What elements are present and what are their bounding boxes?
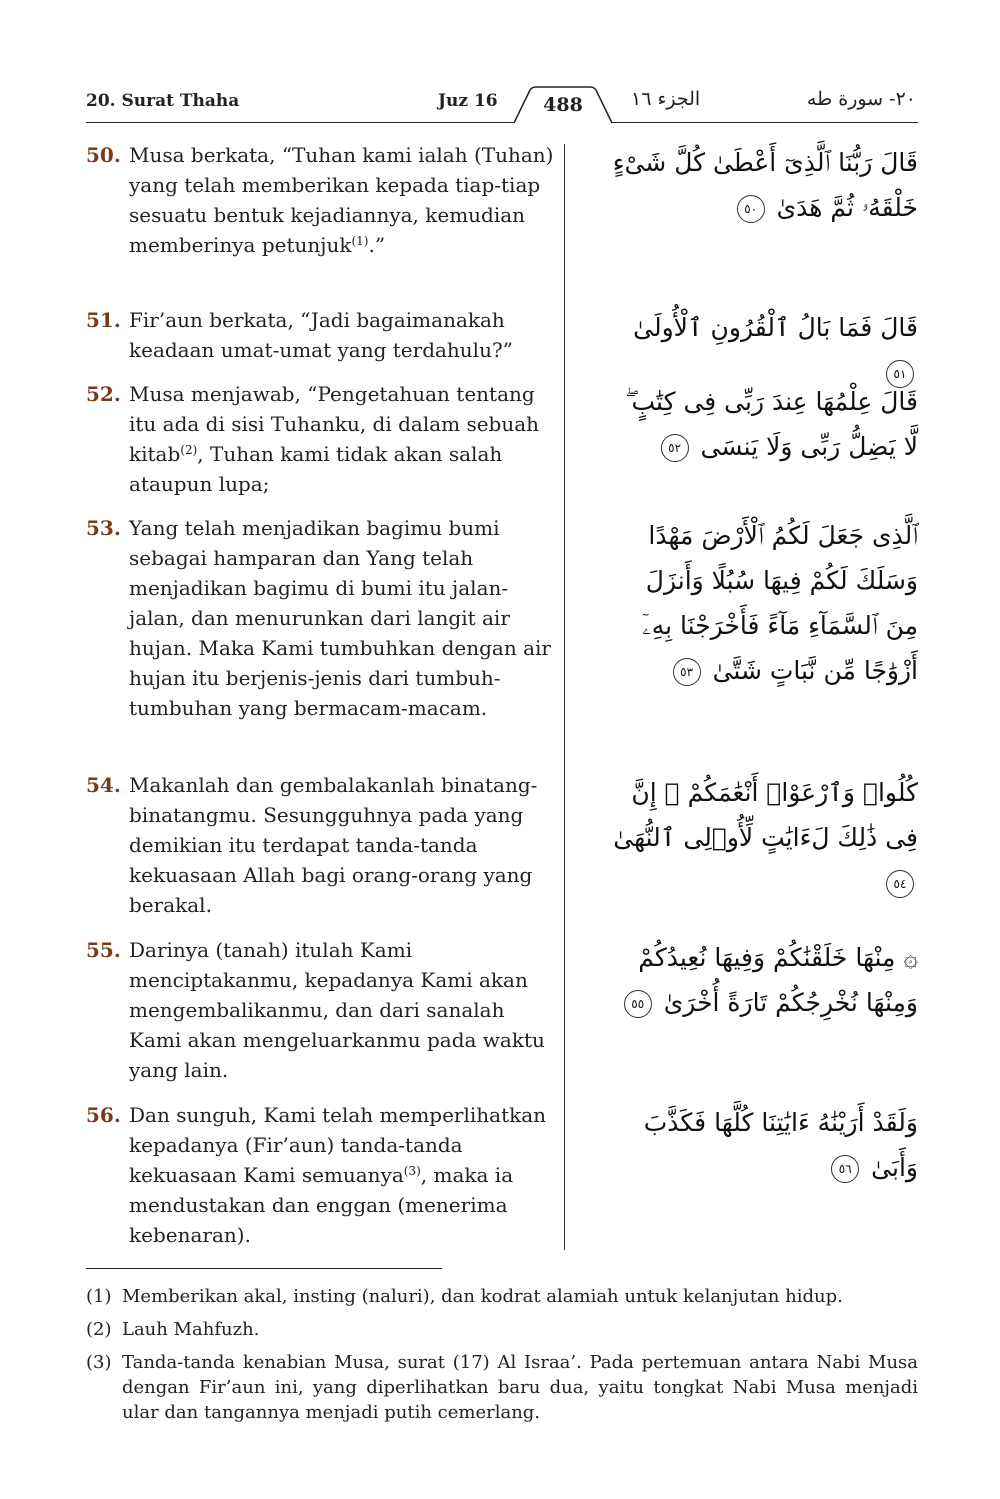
verse-text-body: Fir’aun berkata, “Jadi bagaimanakah keadaan umat-umat yang terdahulu?” — [129, 308, 513, 362]
verse-translation — [129, 140, 561, 260]
footnote-text: Lauh Mahfuzh. — [122, 1319, 260, 1340]
verse-arabic — [608, 1100, 918, 1190]
footnote-text: Tanda-tanda kenabian Musa, surat (17) Al Israa’. Pada pertemuan antara Nabi Musa dengan Fir’aun ini, yang diperlihatkan baru dua, yaitu tongkat Nabi Musa menjadi ular dan tangannya menjadi putih cemerlang. — [122, 1352, 918, 1423]
verse-text-body: Dan sunguh, Kami telah memperlihatkan kepadanya (Fir’aun) tanda-tanda kekuasaan Kami semuanya — [129, 1103, 547, 1187]
verse-text-tail: .” — [368, 233, 386, 257]
verse-text-body: Yang telah menjadikan bagimu bumi sebagai hamparan dan Yang telah menjadikan bagimu di bumi itu jalan-jalan, dan menurunkan dari langit air hujan. Maka Kami tumbuhkan dengan air hujan itu berjenis-jenis dari tumbuh-tumbuhan yang bermacam-macam. — [129, 516, 551, 720]
ayah-end-marker: ٥١ — [886, 360, 914, 388]
verse-translation — [129, 379, 561, 499]
verse-number: 54. — [86, 773, 121, 797]
verse-arabic — [608, 379, 918, 469]
verse-text-body: Darinya (tanah) itulah Kami menciptakanmu, kepadanya Kami akan mengembalikanmu, dan dari sanalah Kami akan mengeluarkanmu pada waktu yang lain. — [129, 938, 545, 1082]
verse-arabic — [608, 935, 918, 1025]
arabic-text: قَالَ فَمَا بَالُ ٱلْقُرُونِ ٱلْأُولَىٰ — [633, 313, 918, 342]
footnote-text: Memberikan akal, insting (naluri), dan kodrat alamiah untuk kelanjutan hidup. — [122, 1286, 843, 1307]
footnote-rule — [86, 1268, 442, 1269]
footnote-number: (2) — [86, 1319, 112, 1340]
verse-text-tail: , maka ia mendustakan dan enggan (menerima kebenaran). — [129, 1163, 514, 1247]
arabic-text: كُلُوا۟ وَٱرْعَوْا۟ أَنْعَٰمَكُمْ ۗ إِنَّ فِى ذَٰلِكَ لَءَايَٰتٍ لِّأُو۟لِى ٱلنُّهَىٰ — [613, 778, 918, 852]
ayah-end-marker: ٥٣ — [673, 658, 701, 686]
ayah-end-marker: ٥٠ — [737, 195, 765, 223]
juz-label-latin: Juz 16 — [438, 91, 498, 111]
column-divider — [564, 144, 565, 1250]
verse-number: 52. — [86, 382, 121, 406]
footnote-number: (1) — [86, 1286, 112, 1307]
verse-arabic — [608, 770, 918, 905]
footnote-ref: (3) — [403, 1164, 421, 1178]
arabic-text: قَالَ عِلْمُهَا عِندَ رَبِّى فِى كِتَٰبٍ ۖ لَّا يَضِلُّ رَبِّى وَلَا يَنسَى — [625, 387, 918, 461]
footnote-ref: (2) — [180, 443, 198, 457]
verse-translation — [129, 935, 561, 1085]
verse-number: 56. — [86, 1103, 121, 1127]
page-number-tab — [514, 86, 612, 124]
ayah-end-marker: ٥٤ — [886, 870, 914, 898]
surah-title-latin: 20. Surat Thaha — [86, 91, 240, 111]
verse-text-body: Makanlah dan gembalakanlah binatang-binatangmu. Sesungguhnya pada yang demikian itu terdapat tanda-tanda kekuasaan Allah bagi orang-orang yang berakal. — [129, 773, 538, 917]
verse-translation — [129, 1100, 561, 1250]
verse-translation — [129, 513, 561, 723]
footnote-ref: (1) — [351, 234, 369, 248]
verse-arabic — [608, 513, 918, 693]
verse-text-body: Musa menjawab, “Pengetahuan tentang itu ada di sisi Tuhanku, di dalam sebuah kitab — [129, 382, 540, 466]
arabic-text: وَلَقَدْ أَرَيْنَٰهُ ءَايَٰتِنَا كُلَّهَا فَكَذَّبَ وَأَبَىٰ — [643, 1108, 918, 1182]
verse-number: 50. — [86, 143, 121, 167]
verse-arabic — [608, 140, 918, 230]
verse-text-tail: , Tuhan kami tidak akan salah ataupun lupa; — [129, 442, 503, 496]
ayah-end-marker: ٥٢ — [661, 434, 689, 462]
juz-label-arabic: الجزء ١٦ — [631, 88, 701, 110]
ayah-end-marker: ٥٦ — [831, 1155, 859, 1183]
verse-translation — [129, 305, 561, 365]
arabic-text: ۞ مِنْهَا خَلَقْنَٰكُمْ وَفِيهَا نُعِيدُكُمْ وَمِنْهَا نُخْرِجُكُمْ تَارَةً أُخْرَىٰ — [638, 943, 918, 1017]
page-header — [86, 86, 918, 126]
arabic-text: ٱلَّذِى جَعَلَ لَكُمُ ٱلْأَرْضَ مَهْدًا وَسَلَكَ لَكُمْ فِيهَا سُبُلًا وَأَنزَلَ مِنَ ٱلسَّمَآءِ مَآءً فَأَخْرَجْنَا بِهِۦٓ أَزْوَٰجًا مِّن نَّبَاتٍ شَتَّىٰ — [642, 521, 918, 685]
footnote-number: (3) — [86, 1352, 112, 1373]
arabic-text: قَالَ رَبُّنَا ٱلَّذِىٓ أَعْطَىٰ كُلَّ شَىْءٍ خَلْقَهُۥ ثُمَّ هَدَىٰ — [612, 148, 918, 222]
verse-translation — [129, 770, 561, 920]
page-number: 488 — [543, 94, 583, 116]
verse-number: 51. — [86, 308, 121, 332]
header-rule — [86, 122, 918, 123]
ayah-end-marker: ٥٥ — [624, 990, 652, 1018]
verse-number: 53. — [86, 516, 121, 540]
verse-text-body: Musa berkata, “Tuhan kami ialah (Tuhan) yang telah memberikan kepada tiap-tiap sesuatu bentuk kejadiannya, kemudian memberinya petunjuk — [129, 143, 554, 257]
verse-number: 55. — [86, 938, 121, 962]
surah-title-arabic: ٢٠- سورة طه — [806, 88, 916, 110]
